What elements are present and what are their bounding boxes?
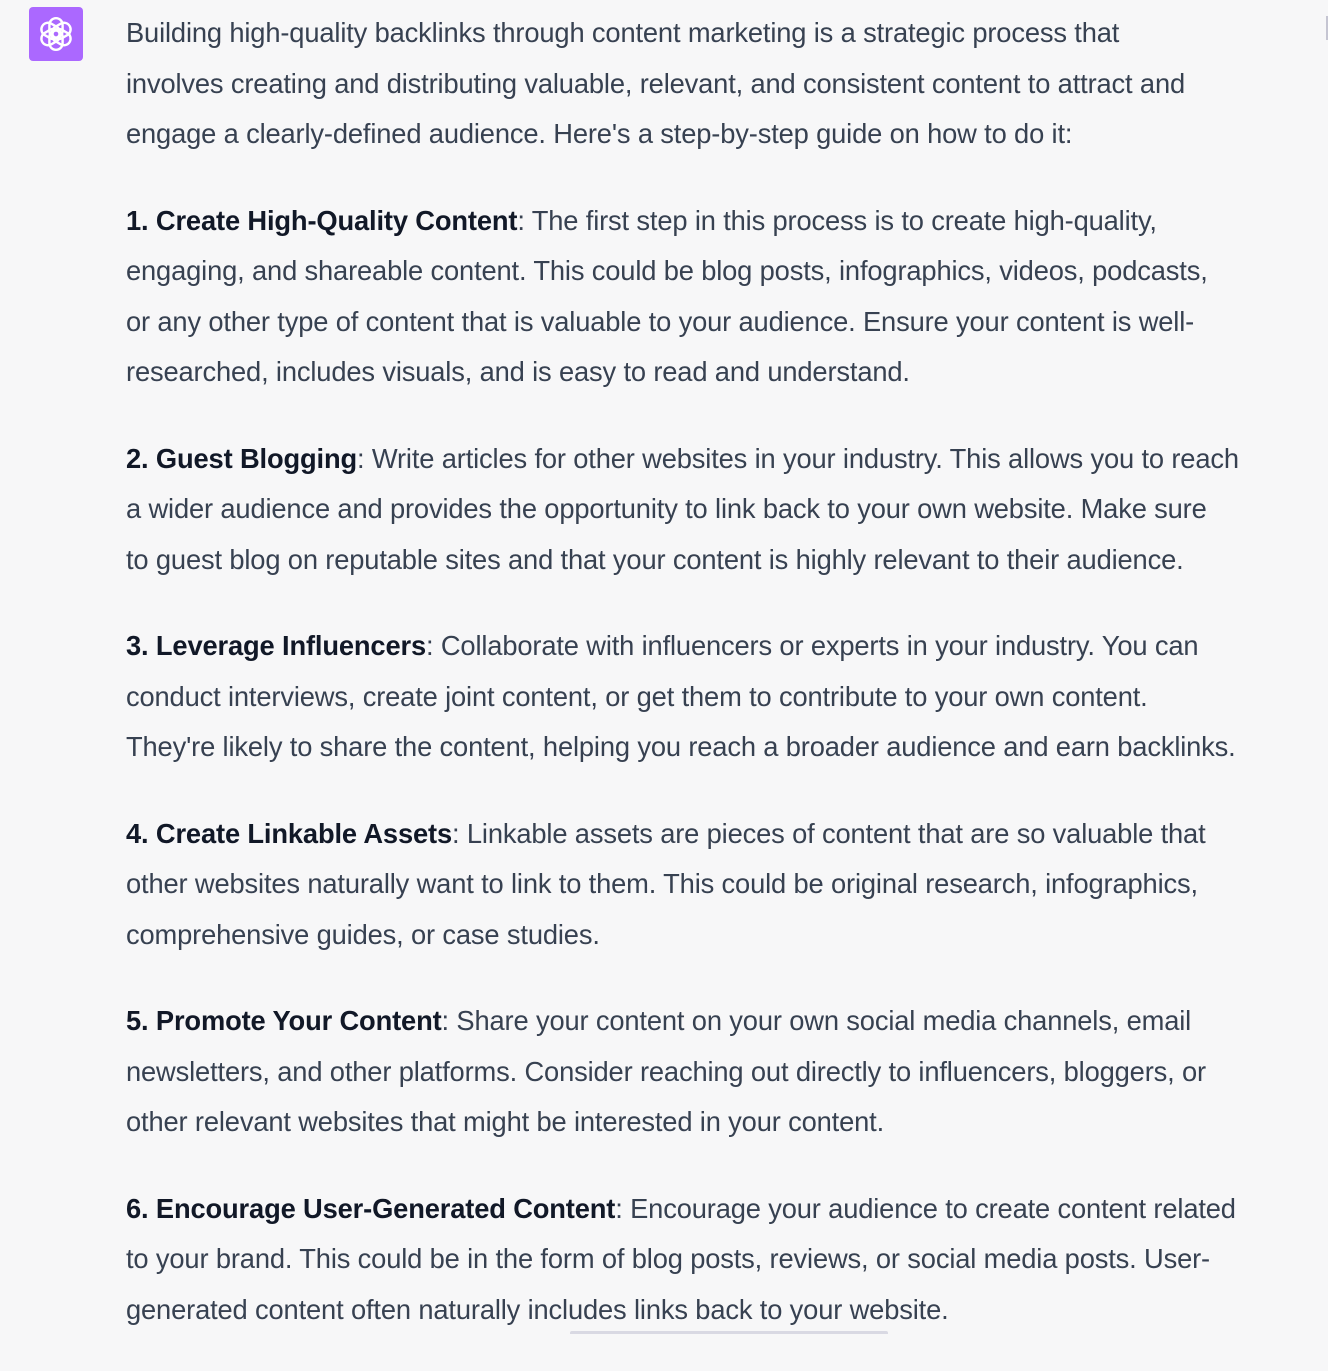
step-paragraph (126, 434, 1306, 586)
step-line: conduct interviews, create joint content, or get them to contribute to your own content. (126, 680, 1148, 712)
step-line: researched, includes visuals, and is easy to read and understand. (126, 356, 910, 387)
assistant-avatar (29, 7, 83, 61)
assistant-message (126, 8, 1306, 1371)
step-text: : Write articles for other websites in your industry. This allows you to reach (357, 442, 1239, 474)
step-paragraph (126, 621, 1306, 773)
step-paragraph (126, 196, 1306, 398)
openai-logo-icon (34, 12, 78, 56)
intro-line: involves creating and distributing valuable, relevant, and consistent content to attract and (126, 67, 1186, 99)
step-line: They're likely to share the content, helping you reach a broader audience and earn backlinks. (126, 731, 1236, 762)
intro-line: Building high-quality backlinks through content marketing is a strategic process that (126, 17, 1120, 48)
step-first-line (126, 996, 1306, 1047)
step-line: generated content often naturally includes links back to your website. (126, 1293, 949, 1325)
intro-paragraph (126, 8, 1306, 160)
step-title: 3. Leverage Influencers (126, 630, 426, 661)
step-title: 1. Create High-Quality Content (126, 204, 518, 236)
step-paragraph (126, 809, 1306, 961)
step-line: or any other type of content that is valuable to your audience. Ensure your content is well- (126, 305, 1195, 337)
step-line: other websites naturally want to link to them. This could be original research, infographics, (126, 868, 1198, 899)
step-text: : Encourage your audience to create content related (615, 1192, 1236, 1224)
step-title: 4. Create Linkable Assets (126, 817, 452, 849)
step-line: comprehensive guides, or case studies. (126, 918, 600, 950)
step-line: to guest blog on reputable sites and that your content is highly relevant to their audience. (126, 543, 1184, 575)
step-first-line (126, 621, 1306, 672)
step-line: engaging, and shareable content. This could be blog posts, infographics, videos, podcasts, (126, 255, 1208, 286)
step-title: 2. Guest Blogging (126, 442, 357, 474)
step-first-line (126, 1184, 1306, 1235)
step-line: newsletters, and other platforms. Consider reaching out directly to influencers, bloggers, or (126, 1055, 1206, 1087)
step-text: : Linkable assets are pieces of content that are so valuable that (452, 817, 1206, 849)
step-first-line (126, 809, 1306, 860)
step-text: : The first step in this process is to create high-quality, (517, 204, 1157, 236)
step-line: other relevant websites that might be interested in your content. (126, 1106, 885, 1137)
step-text: : Share your content on your own social media channels, email (441, 1005, 1192, 1036)
step-first-line (126, 196, 1306, 247)
step-title: 5. Promote Your Content (126, 1005, 442, 1036)
step-paragraph (126, 996, 1306, 1148)
step-title: 6. Encourage User-Generated Content (126, 1192, 616, 1224)
step-text: : Collaborate with influencers or experts in your industry. You can (426, 630, 1199, 661)
step-paragraph (126, 1184, 1306, 1336)
intro-line: engage a clearly-defined audience. Here's a step-by-step guide on how to do it: (126, 118, 1073, 149)
step-line: a wider audience and provides the opportunity to link back to your own website. Make sure (126, 493, 1207, 524)
step-line: to your brand. This could be in the form of blog posts, reviews, or social media posts. User- (126, 1243, 1210, 1274)
step-first-line (126, 434, 1306, 485)
